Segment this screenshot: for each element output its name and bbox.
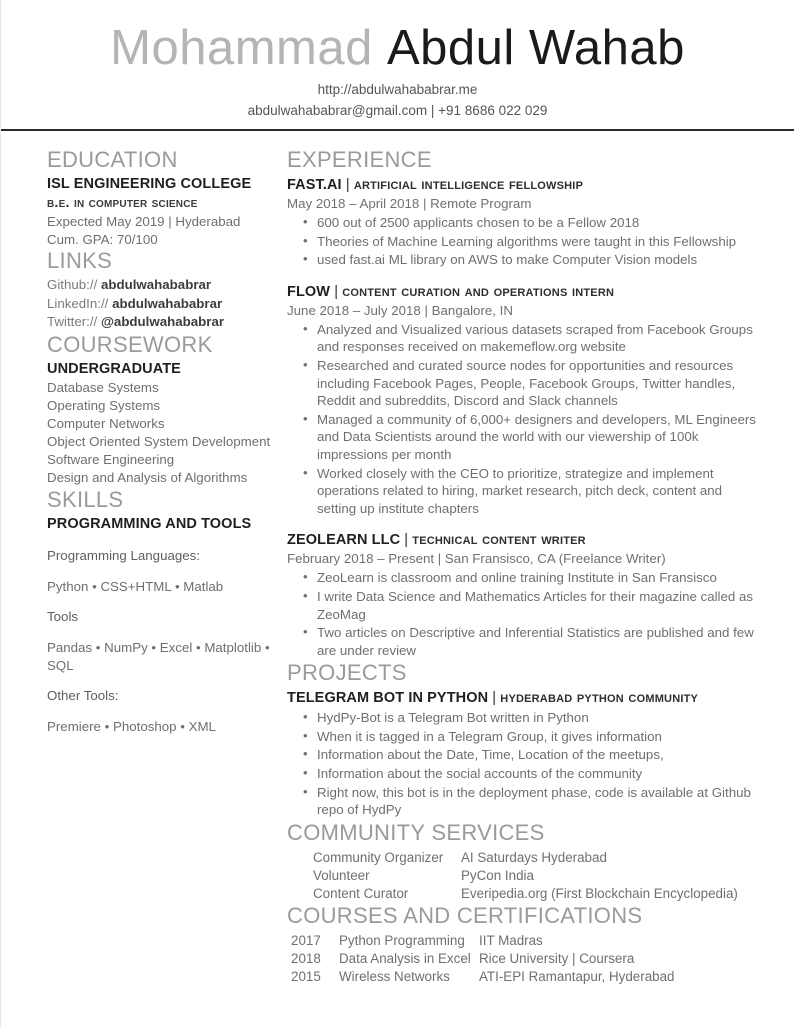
section-heading-experience: EXPERIENCE — [287, 147, 432, 172]
bullet-item: • ZeoLearn is classroom and online training Institute in San Fransisco — [317, 569, 760, 587]
bullet-item: • Worked closely with the CEO to prioritize, strategize and implement operations related to hiring, market research, pitch deck, content and setting up institute chapters — [317, 465, 760, 518]
section-heading-links: LINKS — [47, 248, 113, 273]
bullet-item: • Managed a community of 6,000+ designers and developers, ML Engineers and Data Scientists around the world with our viewership of 100k impressions per month — [317, 411, 760, 464]
project-header: TELEGRAM BOT IN PYTHON | hyderabad python community — [287, 689, 699, 707]
link-twitter[interactable] — [47, 313, 272, 332]
experience-entry — [287, 282, 760, 518]
bullet-item: • HydPy-Bot is a Telegram Bot written in Python — [317, 709, 760, 727]
experience-company: FAST.AI — [287, 177, 342, 193]
community-service-role: Community Organizer — [313, 849, 444, 865]
skills-group-label: Other Tools: — [47, 688, 119, 704]
bullet-item: • Information about the Date, Time, Location of the meetups, — [317, 746, 760, 764]
community-service-role: Volunteer — [313, 867, 370, 883]
community-service-org: Everipedia.org (First Blockchain Encyclopedia) — [461, 885, 738, 901]
certification-row — [291, 950, 760, 968]
section-heading-courses-certifications: COURSES AND CERTIFICATIONS — [287, 902, 643, 928]
skills-group-label: Tools — [47, 609, 79, 625]
education-gpa: Cum. GPA: 70/100 — [47, 231, 158, 247]
certification-title: Wireless Networks — [339, 968, 450, 984]
experience-header: FLOW | content curation and operations intern — [287, 282, 615, 300]
resume-header — [1, 0, 794, 120]
bullet-item: • 600 out of 2500 applicants chosen to be a Fellow 2018 — [317, 214, 760, 232]
education-degree: b.e. in computer science — [47, 195, 198, 211]
coursework-item: Object Oriented System Development — [47, 433, 271, 449]
last-name: Abdul Wahab — [386, 21, 685, 75]
resume-body — [1, 131, 794, 986]
certification-year: 2015 — [291, 968, 321, 984]
certification-provider: ATI-EPI Ramantapur, Hyderabad — [479, 968, 675, 984]
bullet-item: • When it is tagged in a Telegram Group, it gives information — [317, 728, 760, 746]
experience-entry — [287, 530, 760, 659]
community-service-row — [313, 867, 760, 885]
community-services-list — [287, 849, 760, 903]
experience-bullets — [287, 214, 760, 269]
experience-title: content curation and operations intern — [342, 282, 615, 300]
experience-bullets — [287, 321, 760, 518]
community-service-role: Content Curator — [313, 885, 409, 901]
skills-group-value: Premiere • Photoshop • XML — [47, 719, 216, 735]
project-title: hyderabad python community — [500, 689, 699, 707]
experience-company: FLOW — [287, 283, 331, 300]
link-twitter-prefix: Twitter:// — [47, 314, 98, 329]
certification-row — [291, 968, 760, 986]
experience-title: artificial intelligence fellowship — [353, 176, 584, 193]
section-heading-projects: PROJECTS — [287, 660, 407, 686]
section-heading-community-services: COMMUNITY SERVICES — [287, 819, 545, 845]
community-service-row — [313, 885, 760, 903]
experience-header: ZEOLEARN LLC | technical content writer — [287, 531, 586, 549]
bullet-item: • Right now, this bot is in the deployment phase, code is available at Github repo of HydPy — [317, 784, 760, 819]
section-heading-education: EDUCATION — [47, 147, 178, 172]
skills-subheading: PROGRAMMING AND TOOLS — [47, 515, 252, 532]
project-name: TELEGRAM BOT IN PYTHON — [287, 690, 489, 707]
certification-year: 2017 — [291, 932, 321, 948]
email-phone[interactable]: abdulwahababrar@gmail.com | +91 8686 022 029 — [247, 103, 548, 118]
certification-title: Python Programming — [339, 932, 465, 948]
courses-certifications-list — [287, 932, 760, 986]
coursework-list — [47, 379, 272, 487]
link-linkedin[interactable] — [47, 295, 272, 314]
bullet-item: • used fast.ai ML library on AWS to make Computer Vision models — [317, 251, 760, 269]
community-service-org: PyCon India — [461, 867, 534, 883]
experience-meta: May 2018 – April 2018 | Remote Program — [287, 196, 532, 211]
experience-entry — [287, 175, 760, 269]
coursework-item: Software Engineering — [47, 451, 175, 467]
bullet-item: • Theories of Machine Learning algorithms were taught in this Fellowship — [317, 233, 760, 251]
experience-company: ZEOLEARN LLC — [287, 532, 401, 549]
link-github[interactable] — [47, 276, 272, 295]
certification-provider: IIT Madras — [479, 932, 543, 948]
experience-header: FAST.AI | artificial intelligence fellowship — [287, 176, 584, 193]
first-name: Mohammad — [110, 21, 373, 75]
experience-bullets — [287, 569, 760, 659]
experience-title: technical content writer — [412, 531, 586, 549]
project-bullets — [287, 709, 760, 819]
right-column — [282, 147, 760, 986]
certification-row — [291, 932, 760, 950]
project-entry — [287, 688, 760, 819]
skills-group-value: Pandas • NumPy • Excel • Matplotlib • SQL — [47, 640, 270, 673]
certification-year: 2018 — [291, 950, 321, 966]
community-service-row — [313, 849, 760, 867]
bullet-item: • Researched and curated source nodes for opportunities and resources including Facebook Pages, People, Facebook Groups, Twitter handles, Reddit and subreddits, Discord and Slack channels — [317, 357, 760, 410]
link-twitter-handle: @abdulwahababrar — [100, 314, 225, 329]
coursework-item: Operating Systems — [47, 397, 161, 413]
link-github-handle: abdulwahababrar — [100, 277, 212, 292]
certification-provider: Rice University | Coursera — [479, 950, 635, 966]
website-url[interactable]: http://abdulwahababrar.me — [317, 82, 478, 97]
bullet-item: • I write Data Science and Mathematics Articles for their magazine called as ZeoMag — [317, 588, 760, 623]
experience-meta: February 2018 – Present | San Fransisco, CA (Freelance Writer) — [287, 551, 666, 567]
bullet-item: • Two articles on Descriptive and Inferential Statistics are published and few are under review — [317, 624, 760, 659]
certification-title: Data Analysis in Excel — [339, 950, 471, 966]
education-school: ISL ENGINEERING COLLEGE — [47, 176, 252, 192]
section-heading-coursework: COURSEWORK — [47, 331, 213, 357]
education-date-location: Expected May 2019 | Hyderabad — [47, 214, 241, 229]
bullet-item: • Information about the social accounts of the community — [317, 765, 760, 783]
experience-meta: June 2018 – July 2018 | Bangalore, IN — [287, 302, 513, 318]
link-linkedin-handle: abdulwahababrar — [112, 295, 223, 311]
skills-group-value: Python • CSS+HTML • Matlab — [47, 578, 224, 594]
link-linkedin-prefix: LinkedIn:// — [47, 295, 109, 311]
coursework-item: Design and Analysis of Algorithms — [47, 469, 248, 485]
section-heading-skills: SKILLS — [47, 486, 124, 512]
left-column — [47, 147, 282, 736]
link-github-prefix: Github:// — [47, 277, 98, 292]
coursework-subheading: UNDERGRADUATE — [47, 360, 181, 377]
coursework-item: Database Systems — [47, 379, 159, 395]
community-service-org: AI Saturdays Hyderabad — [461, 849, 607, 865]
bullet-item: • Analyzed and Visualized various datasets scraped from Facebook Groups and responses received on makemeflow.org website — [317, 321, 760, 356]
candidate-name — [41, 18, 754, 78]
skills-group-label: Programming Languages: — [47, 547, 201, 563]
coursework-item: Computer Networks — [47, 415, 165, 431]
